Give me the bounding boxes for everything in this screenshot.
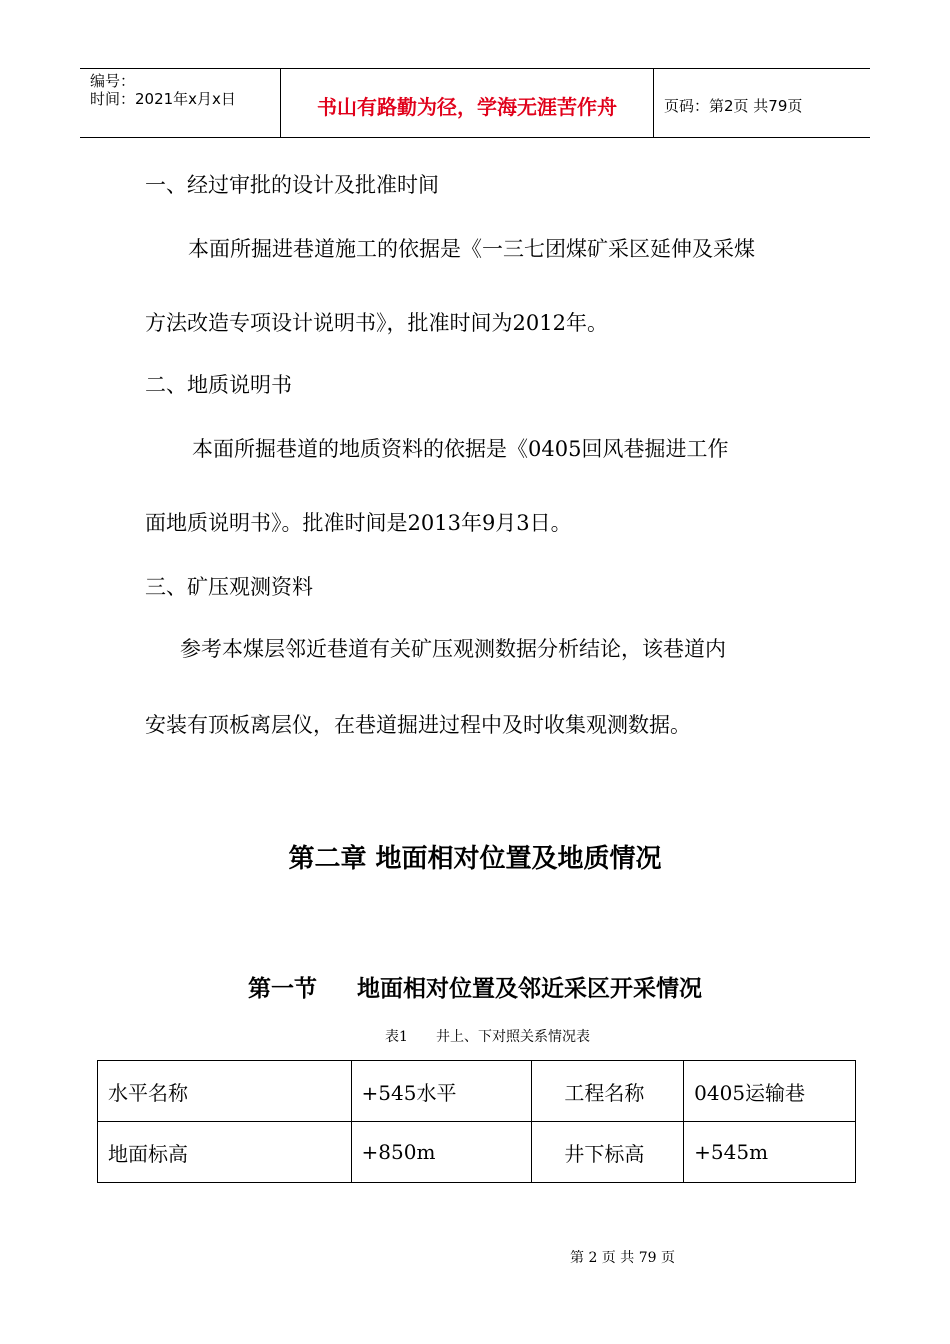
section-name: 地面相对位置及邻近采区开采情况 bbox=[357, 976, 702, 1002]
table-caption bbox=[0, 1026, 950, 1046]
table-row bbox=[98, 1122, 856, 1183]
table-cell: 0405运输巷 bbox=[684, 1061, 856, 1122]
table-cell: +850m bbox=[351, 1122, 532, 1183]
table-cell: 水平名称 bbox=[98, 1061, 352, 1122]
page-footer: 第 2 页 共 79 页 bbox=[570, 1250, 675, 1266]
paragraph-2-line-2: 面地质说明书》。批准时间是2013年9月3日。 bbox=[145, 511, 572, 535]
section-3-heading: 三、矿压观测资料 bbox=[145, 575, 313, 599]
table-cell: 工程名称 bbox=[532, 1061, 684, 1122]
section-1-heading: 一、经过审批的设计及批准时间 bbox=[145, 173, 439, 197]
table-cell: 井下标高 bbox=[532, 1122, 684, 1183]
header-motto: 书山有路勤为径，学海无涯苦作舟 bbox=[281, 69, 654, 137]
paragraph-3-line-1: 参考本煤层邻近巷道有关矿压观测数据分析结论，该巷道内 bbox=[180, 637, 726, 661]
table-row bbox=[98, 1061, 856, 1122]
paragraph-3-line-2: 安装有顶板离层仪，在巷道掘进过程中及时收集观测数据。 bbox=[145, 713, 691, 737]
chapter-title: 第二章 地面相对位置及地质情况 bbox=[288, 844, 662, 874]
paragraph-2-line-1: 本面所掘巷道的地质资料的依据是《0405回风巷掘进工作 bbox=[192, 437, 729, 461]
table-caption-number: 表1 bbox=[385, 1029, 408, 1045]
table-cell: +545m bbox=[684, 1122, 856, 1183]
header-meta bbox=[80, 69, 281, 137]
table-cell: +545水平 bbox=[351, 1061, 532, 1122]
relation-table bbox=[97, 1060, 856, 1183]
table-cell: 地面标高 bbox=[98, 1122, 352, 1183]
table-caption-title: 井上、下对照关系情况表 bbox=[435, 1029, 590, 1045]
number-label: 编号： bbox=[90, 72, 136, 90]
section-number: 第一节 bbox=[248, 976, 317, 1002]
header-page-info: 页码：第2页 共79页 bbox=[664, 96, 803, 115]
section-title bbox=[0, 970, 950, 1003]
paragraph-1-line-1: 本面所掘进巷道施工的依据是《一三七团煤矿采区延伸及采煤 bbox=[188, 237, 755, 261]
paragraph-1-line-2: 方法改造专项设计说明书》，批准时间为2012年。 bbox=[145, 311, 608, 335]
time-label: 时间：2021年x月x日 bbox=[90, 90, 236, 108]
section-2-heading: 二、地质说明书 bbox=[145, 373, 292, 397]
header-table bbox=[80, 68, 870, 138]
